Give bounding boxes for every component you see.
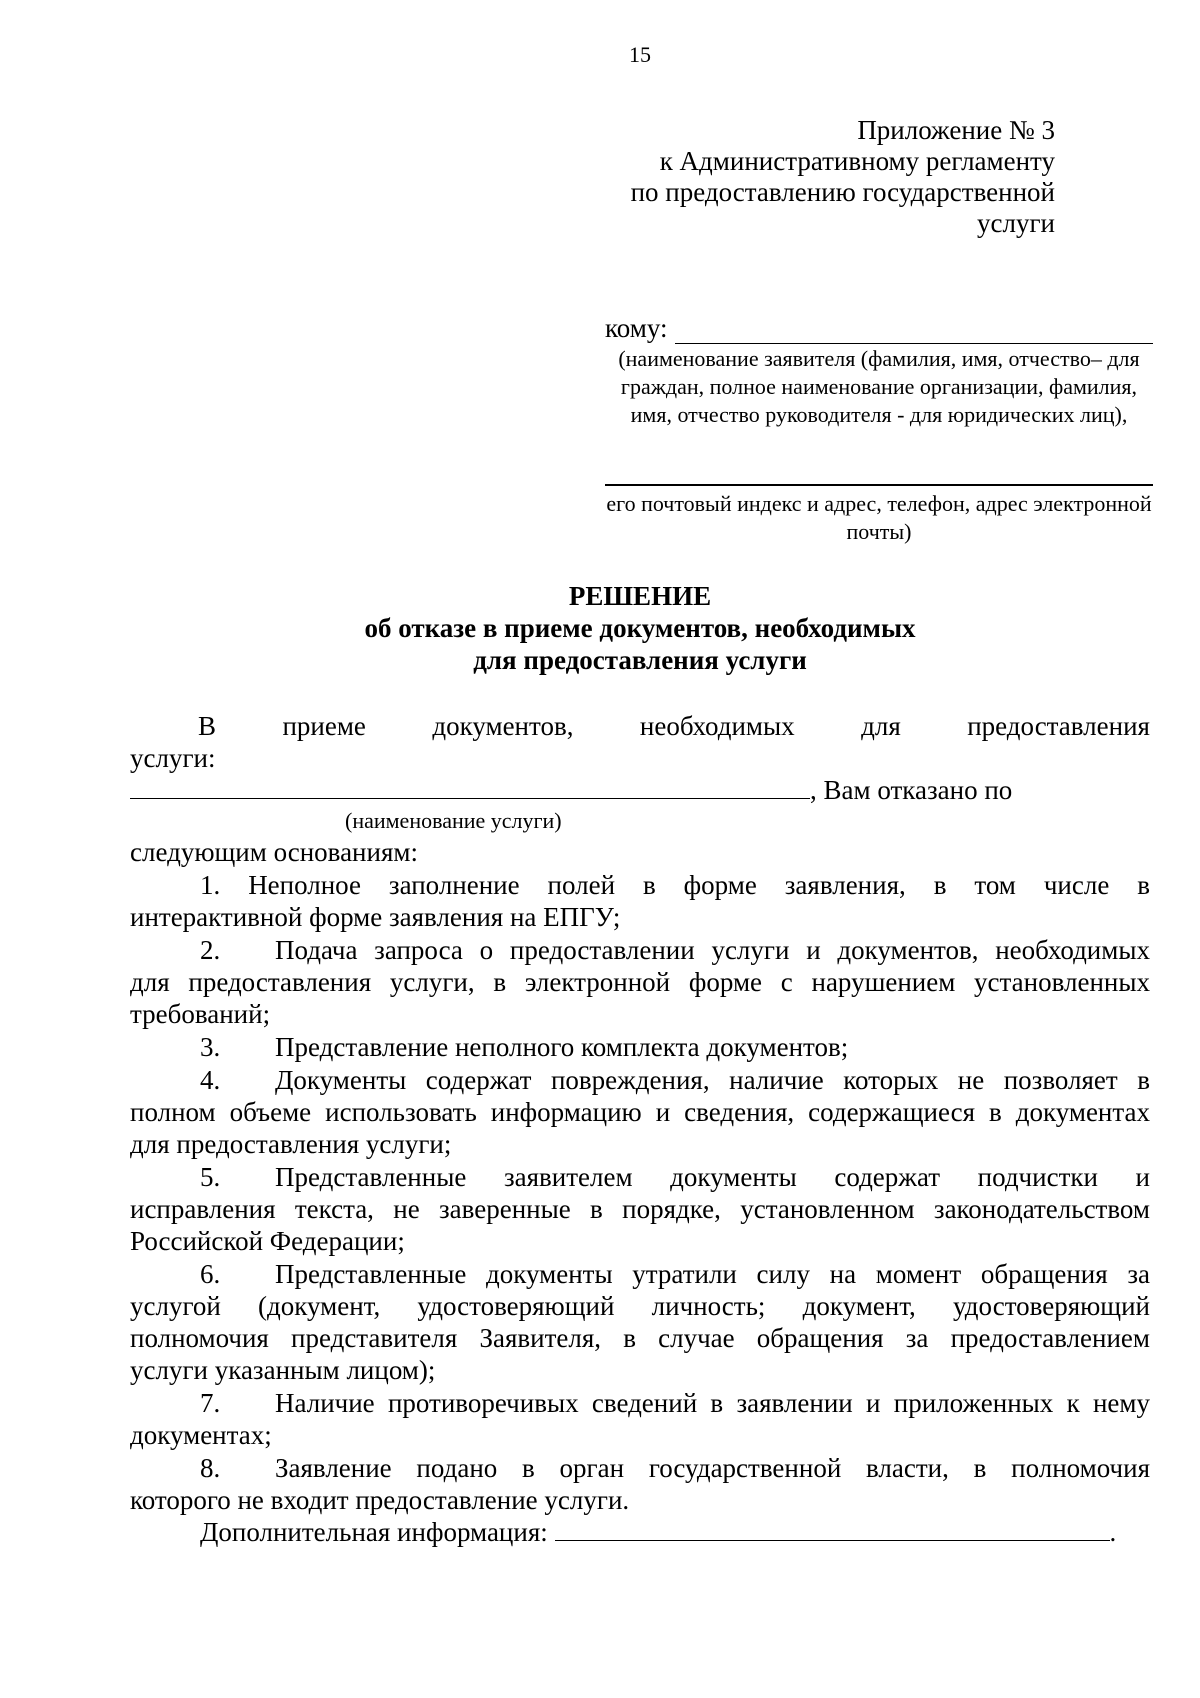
address-note: его почтовый индекс и адрес, телефон, адрес электронной почты) (606, 491, 1152, 544)
additional-info-blank (555, 1518, 1110, 1541)
intro-word-5: для (861, 711, 901, 741)
intro-word-2: приеме (282, 711, 366, 741)
recipient-blank (675, 319, 1153, 344)
appendix-line-1: Приложение № 3 (857, 115, 1055, 145)
additional-info-end: . (1109, 1517, 1117, 1547)
reason-1-line-1: 1. Неполное заполнение полей в форме заявления, в том числе в (200, 870, 1150, 900)
reason-5-line-3: Российской Федерации; (130, 1226, 405, 1256)
document-title (0, 580, 1200, 676)
reason-7-line-1: 7. Наличие противоречивых сведений в заявлении и приложенных к нему (200, 1388, 1150, 1418)
reason-8-line-2: которого не входит предоставление услуги. (130, 1485, 630, 1515)
reason-3-text: Представление неполного комплекта документов; (275, 1032, 849, 1062)
reason-8-line-1: 8. Заявление подано в орган государственной власти, в полномочия (200, 1453, 1150, 1483)
reason-8-number: 8. (200, 1453, 221, 1483)
reason-7-number: 7. (200, 1388, 221, 1418)
address-blank-line (605, 484, 1153, 486)
service-caption: (наименование услуги) (345, 808, 562, 833)
appendix-line-2: к Административному регламенту (659, 146, 1055, 176)
page-number: 15 (629, 42, 651, 67)
reason-2-line-3: требований; (130, 999, 271, 1029)
reason-4-number: 4. (200, 1065, 221, 1095)
reason-3-line-1 (130, 1031, 848, 1063)
reason-1-number: 1. (200, 870, 221, 900)
intro-word-4: необходимых (639, 711, 795, 741)
reason-2-line-2: для предоставления услуги, в электронной форме с нарушением установленных (130, 967, 1150, 997)
reason-6-line-3: полномочия представителя Заявителя, в случае обращения за предоставлением (130, 1323, 1150, 1353)
reason-5-line-1: 5. Представленные заявителем документы содержат подчистки и (200, 1162, 1150, 1192)
reason-7-line-2: документах; (130, 1420, 272, 1450)
reason-2-number: 2. (200, 935, 221, 965)
grounds-line: следующим основаниям: (130, 837, 418, 867)
intro-word-1: В (198, 711, 217, 741)
recipient-label: кому: (605, 313, 668, 343)
appendix-header (631, 115, 1055, 239)
recipient-field (605, 313, 1153, 344)
reason-3-number: 3. (200, 1032, 221, 1062)
reason-5-line-2: исправления текста, не заверенные в порядке, установленном законодательством (130, 1194, 1150, 1224)
title-line-3: для предоставления услуги (473, 645, 807, 675)
additional-info-line (200, 1516, 1160, 1548)
reason-5-number: 5. (200, 1162, 221, 1192)
appendix-line-3: по предоставлению государственной (630, 177, 1055, 207)
reason-6-number: 6. (200, 1259, 221, 1289)
reason-6-line-1: 6. Представленные документы утратили силу на момент обращения за (200, 1259, 1150, 1289)
intro-word-3: документов, (432, 711, 574, 741)
reason-6-line-4: услуги указанным лицом); (130, 1355, 436, 1385)
reason-2-line-1: 2. Подача запроса о предоставлении услуги и документов, необходимых (200, 935, 1150, 965)
intro-word-6: предоставления (967, 711, 1150, 741)
reason-1-line-2: интерактивной форме заявления на ЕПГУ; (130, 902, 621, 932)
title-line-2: об отказе в приеме документов, необходимых (364, 613, 916, 643)
reason-4-line-3: для предоставления услуги; (130, 1129, 452, 1159)
appendix-line-4: услуги (977, 208, 1055, 238)
recipient-note: (наименование заявителя (фамилия, имя, отчество– для граждан, полное наименование организации, фамилия, имя, отчество руководителя - для юридических лиц), (618, 346, 1140, 427)
additional-info-label: Дополнительная информация: (200, 1517, 548, 1547)
title-line-1: РЕШЕНИЕ (568, 581, 712, 611)
reason-4-line-2: полном объеме использовать информацию и сведения, содержащиеся в документах (130, 1097, 1150, 1127)
service-blank (130, 774, 810, 799)
reason-6-line-2: услугой (документ, удостоверяющий личность; документ, удостоверяющий (130, 1291, 1150, 1321)
intro-line-1 (198, 710, 1150, 742)
service-line (130, 774, 1150, 806)
refused-text: , Вам отказано по (810, 775, 1013, 805)
reason-4-line-1: 4. Документы содержат повреждения, наличие которых не позволяет в (200, 1065, 1150, 1095)
intro-line-2: услуги: (130, 743, 216, 773)
